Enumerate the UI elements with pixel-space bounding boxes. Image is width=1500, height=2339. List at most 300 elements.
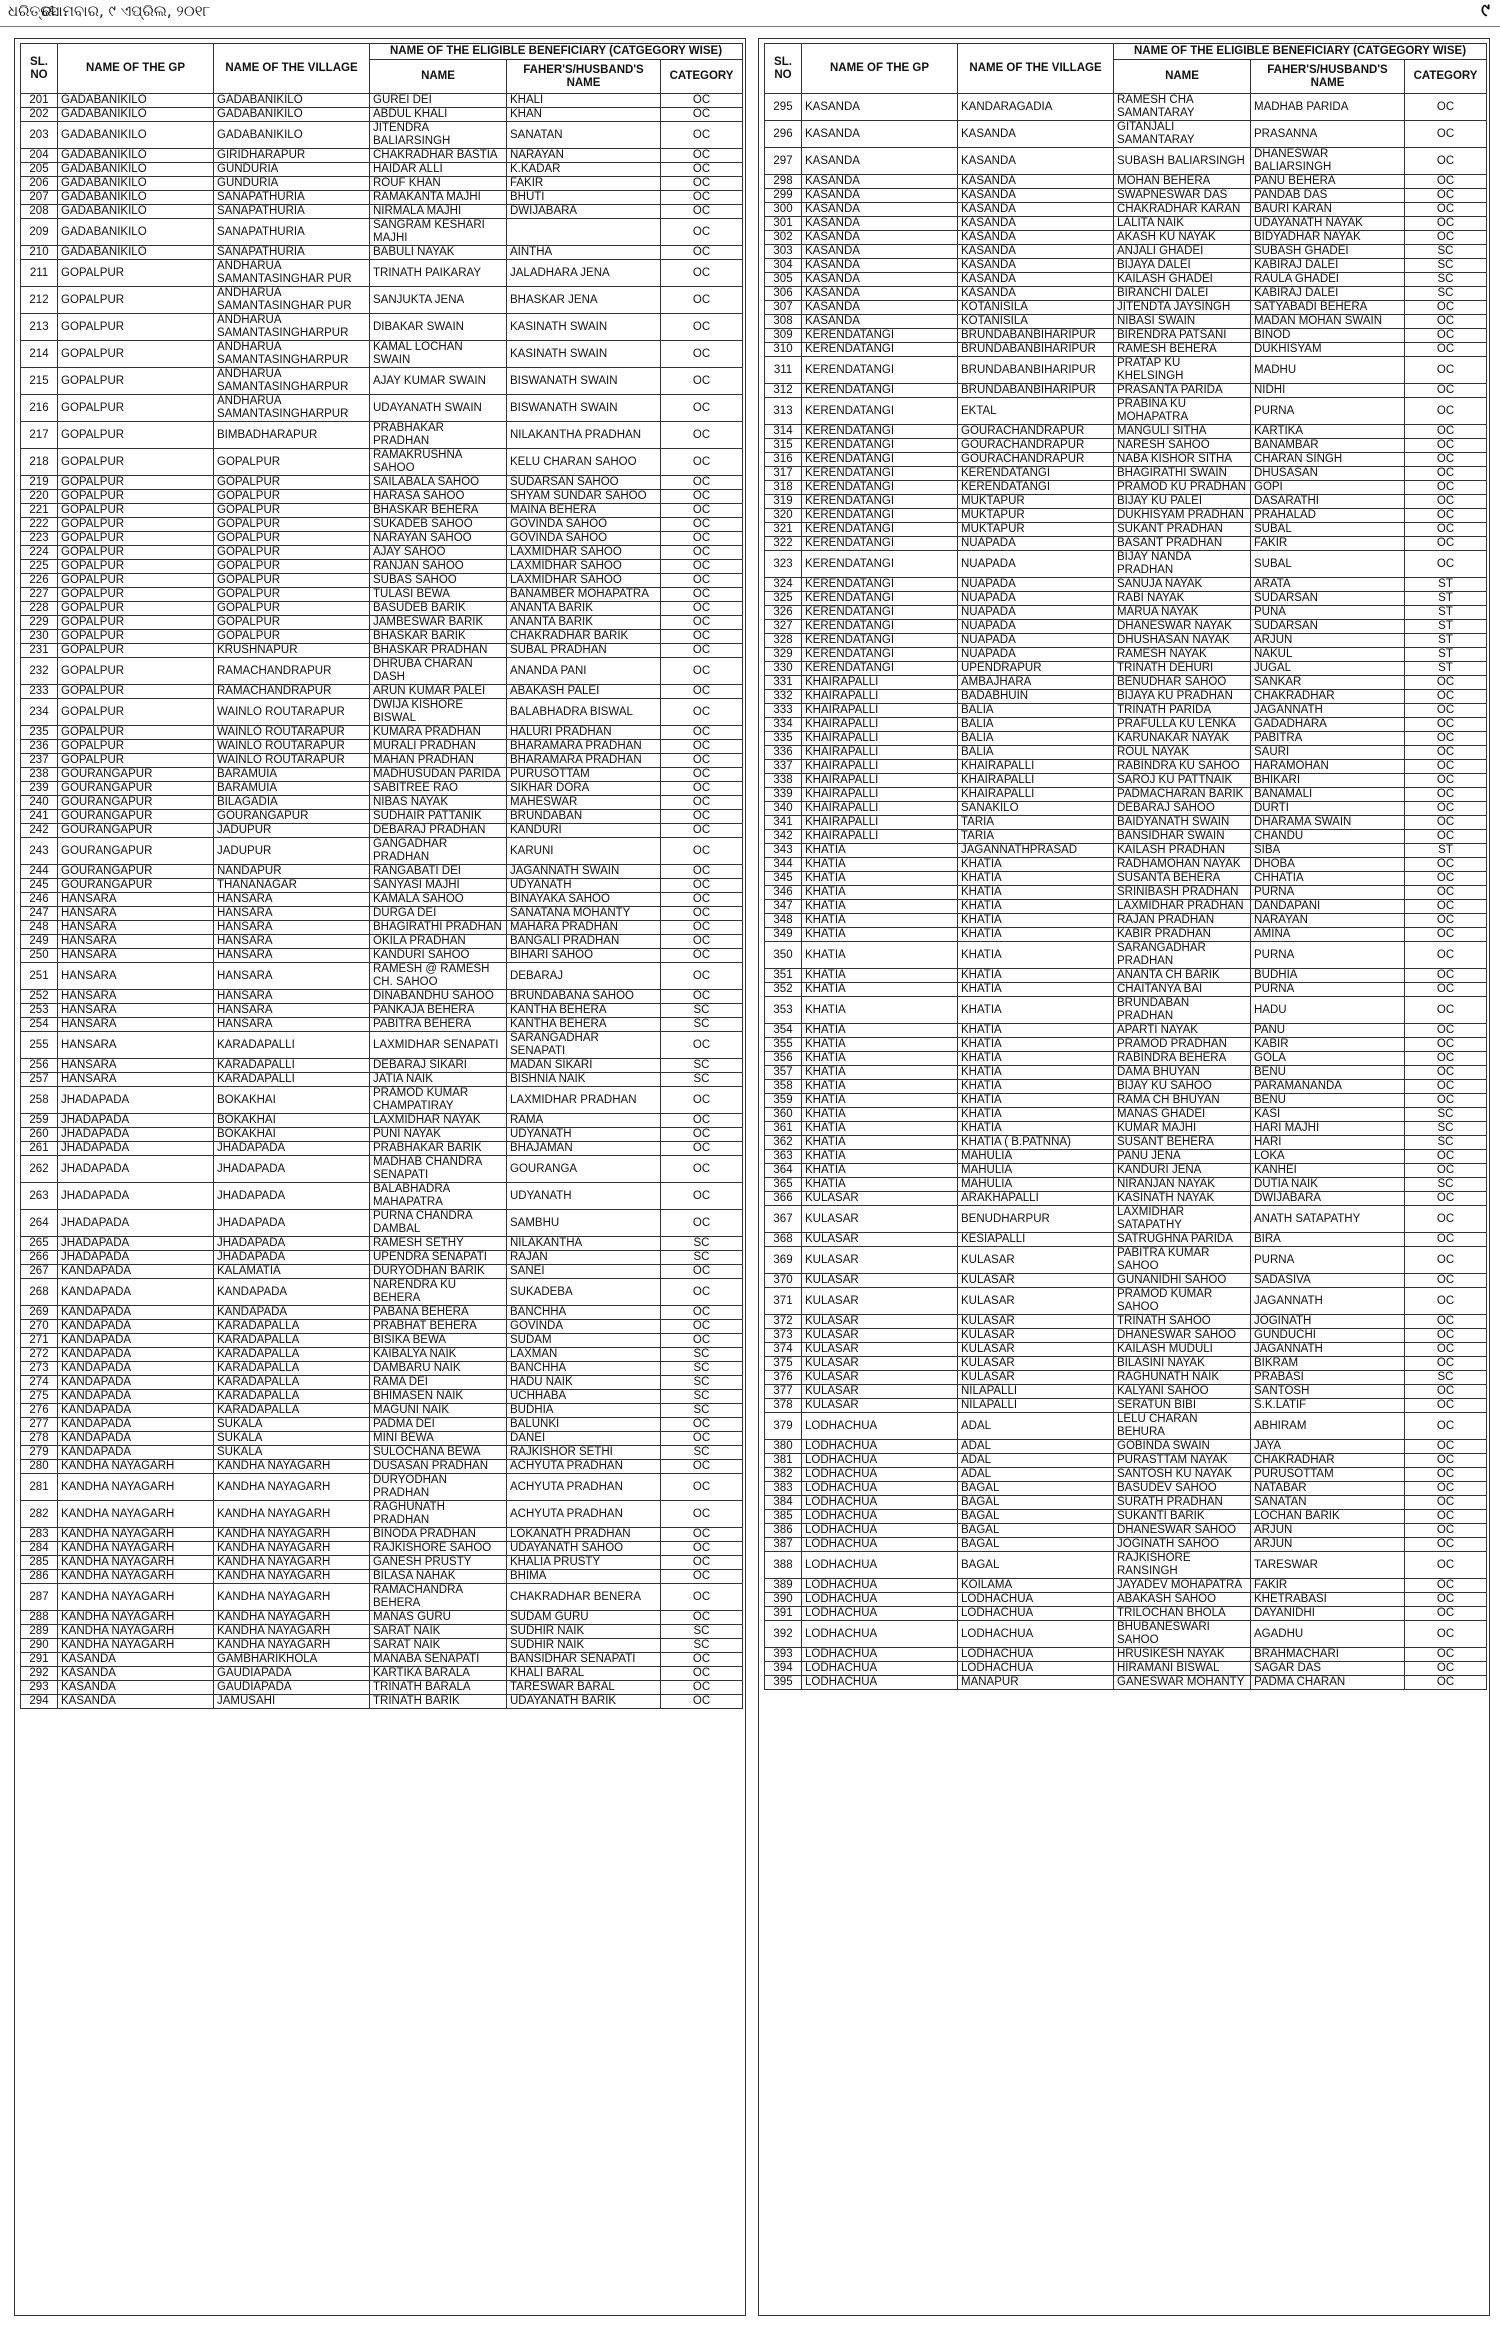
cell-father-name: SATYABADI BEHERA	[1251, 301, 1405, 315]
cell-category: OC	[1405, 1468, 1487, 1482]
cell-category: OC	[661, 449, 743, 476]
cell-beneficiary-name: SANGRAM KESHARI MAJHI	[370, 219, 507, 246]
cell-beneficiary-name: AJAY KUMAR SWAIN	[370, 368, 507, 395]
cell-category: OC	[1405, 1399, 1487, 1413]
cell-category: OC	[661, 796, 743, 810]
cell-category: OC	[1405, 1607, 1487, 1621]
cell-category: SC	[661, 1362, 743, 1376]
cell-category: OC	[1405, 537, 1487, 551]
cell-gp-name: KHAIRAPALLI	[802, 830, 958, 844]
cell-village-name: BOKAKHAI	[214, 1087, 370, 1114]
cell-category: OC	[661, 205, 743, 219]
cell-sl-no: 302	[765, 231, 802, 245]
cell-beneficiary-name: RAMESH SETHY	[370, 1237, 507, 1251]
cell-village-name: KULASAR	[958, 1371, 1114, 1385]
cell-village-name: KANDHA NAYAGARH	[214, 1460, 370, 1474]
cell-gp-name: HANSARA	[58, 990, 214, 1004]
cell-category: OC	[661, 560, 743, 574]
cell-father-name: JAGANNATH SWAIN	[507, 865, 661, 879]
cell-sl-no: 274	[21, 1376, 58, 1390]
cell-category: OC	[661, 630, 743, 644]
cell-beneficiary-name: LAXMIDHAR PRADHAN	[1114, 900, 1251, 914]
cell-beneficiary-name: RAMESH NAYAK	[1114, 648, 1251, 662]
cell-gp-name: KHATIA	[802, 1038, 958, 1052]
cell-beneficiary-name: GITANJALI SAMANTARAY	[1114, 121, 1251, 148]
cell-gp-name: KHATIA	[802, 997, 958, 1024]
cell-gp-name: KASANDA	[802, 259, 958, 273]
cell-sl-no: 380	[765, 1440, 802, 1454]
cell-category: OC	[661, 963, 743, 990]
cell-category: SC	[1405, 1178, 1487, 1192]
cell-beneficiary-name: KAMAL LOCHAN SWAIN	[370, 341, 507, 368]
table-row	[765, 301, 1487, 315]
cell-beneficiary-name: MAGUNI NAIK	[370, 1404, 507, 1418]
cell-category: OC	[1405, 509, 1487, 523]
header-village-name: NAME OF THE VILLAGE	[958, 44, 1114, 94]
cell-sl-no: 290	[21, 1639, 58, 1653]
cell-beneficiary-name: PRABINA KU MOHAPATRA	[1114, 398, 1251, 425]
cell-sl-no: 362	[765, 1136, 802, 1150]
table-row	[21, 1320, 743, 1334]
cell-father-name: ABAKASH PALEI	[507, 685, 661, 699]
cell-sl-no: 247	[21, 907, 58, 921]
cell-category: SC	[1405, 287, 1487, 301]
cell-village-name: GOPALPUR	[214, 574, 370, 588]
cell-sl-no: 282	[21, 1501, 58, 1528]
cell-gp-name: JHADAPADA	[58, 1142, 214, 1156]
cell-gp-name: KANDAPADA	[58, 1265, 214, 1279]
table-row	[21, 644, 743, 658]
cell-sl-no: 215	[21, 368, 58, 395]
cell-village-name: KARADAPALLA	[214, 1376, 370, 1390]
cell-father-name: ARJUN	[1251, 1538, 1405, 1552]
cell-sl-no: 269	[21, 1306, 58, 1320]
cell-sl-no: 235	[21, 726, 58, 740]
cell-category: OC	[1405, 1192, 1487, 1206]
cell-beneficiary-name: PABITRA BEHERA	[370, 1018, 507, 1032]
cell-sl-no: 275	[21, 1390, 58, 1404]
table-row	[765, 1510, 1487, 1524]
cell-village-name: JAMUSAHI	[214, 1695, 370, 1709]
cell-sl-no: 379	[765, 1413, 802, 1440]
cell-sl-no: 230	[21, 630, 58, 644]
cell-beneficiary-name: JATIA NAIK	[370, 1073, 507, 1087]
cell-beneficiary-name: DUSASAN PRADHAN	[370, 1460, 507, 1474]
table-row	[21, 1362, 743, 1376]
table-row	[21, 149, 743, 163]
cell-village-name: WAINLO ROUTARAPUR	[214, 740, 370, 754]
cell-father-name: BIHARI SAHOO	[507, 949, 661, 963]
cell-sl-no: 205	[21, 163, 58, 177]
cell-category: OC	[1405, 425, 1487, 439]
cell-gp-name: KERENDATANGI	[802, 620, 958, 634]
cell-sl-no: 260	[21, 1128, 58, 1142]
cell-category: SC	[661, 1446, 743, 1460]
cell-beneficiary-name: RAMAKRUSHNA SAHOO	[370, 449, 507, 476]
table-row	[21, 1667, 743, 1681]
cell-beneficiary-name: LALITA NAIK	[1114, 217, 1251, 231]
cell-gp-name: GADABANIKILO	[58, 246, 214, 260]
cell-village-name: EKTAL	[958, 398, 1114, 425]
table-row	[765, 453, 1487, 467]
cell-gp-name: GOPALPUR	[58, 518, 214, 532]
cell-category: OC	[1405, 1385, 1487, 1399]
cell-village-name: KULASAR	[958, 1247, 1114, 1274]
table-row	[21, 1432, 743, 1446]
cell-father-name: DANEI	[507, 1432, 661, 1446]
cell-village-name: KHATIA ( B.PATNNA)	[958, 1136, 1114, 1150]
cell-gp-name: KULASAR	[802, 1192, 958, 1206]
cell-village-name: ANDHARUA SAMANTASINGHAR PUR	[214, 287, 370, 314]
cell-category: OC	[661, 782, 743, 796]
table-row	[21, 754, 743, 768]
cell-sl-no: 360	[765, 1108, 802, 1122]
cell-sl-no: 202	[21, 108, 58, 122]
cell-category: OC	[1405, 1593, 1487, 1607]
cell-father-name: BENU	[1251, 1094, 1405, 1108]
cell-father-name: SIBA	[1251, 844, 1405, 858]
cell-beneficiary-name: MANAS GHADEI	[1114, 1108, 1251, 1122]
cell-father-name: SUBAL PRADHAN	[507, 644, 661, 658]
cell-sl-no: 248	[21, 921, 58, 935]
table-row	[21, 518, 743, 532]
cell-sl-no: 220	[21, 490, 58, 504]
cell-beneficiary-name: KABIR PRADHAN	[1114, 928, 1251, 942]
cell-beneficiary-name: BILASA NAHAK	[370, 1570, 507, 1584]
cell-sl-no: 289	[21, 1625, 58, 1639]
cell-category: OC	[1405, 942, 1487, 969]
cell-village-name: LODHACHUA	[958, 1607, 1114, 1621]
cell-sl-no: 317	[765, 467, 802, 481]
table-row	[765, 1094, 1487, 1108]
table-row	[21, 314, 743, 341]
cell-beneficiary-name: HRUSIKESH NAYAK	[1114, 1648, 1251, 1662]
cell-sl-no: 349	[765, 928, 802, 942]
table-row	[21, 740, 743, 754]
cell-gp-name: JHADAPADA	[58, 1087, 214, 1114]
cell-sl-no: 333	[765, 704, 802, 718]
cell-gp-name: GADABANIKILO	[58, 122, 214, 149]
cell-category: OC	[661, 602, 743, 616]
cell-gp-name: KANDAPADA	[58, 1376, 214, 1390]
cell-category: OC	[661, 588, 743, 602]
cell-category: OC	[1405, 718, 1487, 732]
cell-beneficiary-name: SUBASH BALIARSINGH	[1114, 148, 1251, 175]
cell-village-name: BRUNDABANBIHARIPUR	[958, 357, 1114, 384]
table-row	[21, 1570, 743, 1584]
cell-father-name: DEBARAJ	[507, 963, 661, 990]
cell-sl-no: 273	[21, 1362, 58, 1376]
cell-father-name: BALUNKI	[507, 1418, 661, 1432]
cell-beneficiary-name: NARESH SAHOO	[1114, 439, 1251, 453]
cell-gp-name: KANDAPADA	[58, 1362, 214, 1376]
cell-father-name: JAYA	[1251, 1440, 1405, 1454]
cell-category: OC	[661, 1156, 743, 1183]
cell-beneficiary-name: RAGHUNATH PRADHAN	[370, 1501, 507, 1528]
cell-category: OC	[661, 1556, 743, 1570]
cell-sl-no: 229	[21, 616, 58, 630]
cell-gp-name: LODHACHUA	[802, 1454, 958, 1468]
table-row	[765, 1150, 1487, 1164]
cell-father-name: PRASANNA	[1251, 121, 1405, 148]
table-row	[21, 1251, 743, 1265]
cell-village-name: BRUNDABANBIHARIPUR	[958, 384, 1114, 398]
cell-beneficiary-name: DHANESWAR SAHOO	[1114, 1524, 1251, 1538]
header-rule	[0, 26, 1500, 27]
cell-gp-name: KHATIA	[802, 914, 958, 928]
cell-gp-name: KHATIA	[802, 1164, 958, 1178]
table-row	[21, 935, 743, 949]
cell-father-name: GADADHARA	[1251, 718, 1405, 732]
cell-category: SC	[1405, 245, 1487, 259]
cell-gp-name: KASANDA	[802, 148, 958, 175]
cell-category: OC	[1405, 329, 1487, 343]
cell-sl-no: 304	[765, 259, 802, 273]
cell-sl-no: 206	[21, 177, 58, 191]
cell-beneficiary-name: ANANTA CH BARIK	[1114, 969, 1251, 983]
cell-gp-name: KHAIRAPALLI	[802, 732, 958, 746]
cell-gp-name: GADABANIKILO	[58, 94, 214, 108]
cell-father-name: SANTOSH	[1251, 1385, 1405, 1399]
table-row	[765, 1524, 1487, 1538]
cell-village-name: JADUPUR	[214, 838, 370, 865]
cell-beneficiary-name: RAMESH BEHERA	[1114, 343, 1251, 357]
cell-category: OC	[1405, 1413, 1487, 1440]
table-row	[21, 1032, 743, 1059]
cell-father-name: PURNA	[1251, 886, 1405, 900]
cell-gp-name: LODHACHUA	[802, 1607, 958, 1621]
cell-gp-name: JHADAPADA	[58, 1156, 214, 1183]
cell-beneficiary-name: BHUBANESWARI SAHOO	[1114, 1621, 1251, 1648]
cell-village-name: BAGAL	[958, 1538, 1114, 1552]
cell-beneficiary-name: UDAYANATH SWAIN	[370, 395, 507, 422]
cell-sl-no: 390	[765, 1593, 802, 1607]
cell-sl-no: 245	[21, 879, 58, 893]
cell-gp-name: KERENDATANGI	[802, 425, 958, 439]
beneficiary-table-right	[764, 43, 1487, 1690]
cell-category: OC	[661, 1334, 743, 1348]
cell-father-name: LOKANATH PRADHAN	[507, 1528, 661, 1542]
cell-gp-name: JHADAPADA	[58, 1128, 214, 1142]
cell-sl-no: 350	[765, 942, 802, 969]
table-row	[765, 1399, 1487, 1413]
cell-father-name: FAKIR	[1251, 537, 1405, 551]
table-row	[765, 1066, 1487, 1080]
cell-beneficiary-name: DEBARAJ SAHOO	[1114, 802, 1251, 816]
cell-beneficiary-name: LAXMIDHAR SENAPATI	[370, 1032, 507, 1059]
cell-gp-name: LODHACHUA	[802, 1552, 958, 1579]
cell-gp-name: GADABANIKILO	[58, 205, 214, 219]
page-header	[0, 0, 1500, 22]
cell-category: SC	[661, 1018, 743, 1032]
cell-father-name: BANAMBAR	[1251, 439, 1405, 453]
cell-sl-no: 294	[21, 1695, 58, 1709]
cell-beneficiary-name: PANU JENA	[1114, 1150, 1251, 1164]
cell-father-name: UDAYANATH SAHOO	[507, 1542, 661, 1556]
cell-sl-no: 284	[21, 1542, 58, 1556]
cell-sl-no: 388	[765, 1552, 802, 1579]
cell-gp-name: HANSARA	[58, 893, 214, 907]
beneficiary-table-left	[20, 43, 743, 1709]
cell-village-name: SUKALA	[214, 1432, 370, 1446]
cell-category: OC	[661, 1087, 743, 1114]
cell-father-name: UDAYANATH BARIK	[507, 1695, 661, 1709]
cell-gp-name: KASANDA	[802, 189, 958, 203]
cell-category: OC	[1405, 467, 1487, 481]
cell-category: OC	[661, 191, 743, 205]
cell-father-name: CHHATIA	[1251, 872, 1405, 886]
cell-beneficiary-name: BHASKAR BEHERA	[370, 504, 507, 518]
cell-sl-no: 244	[21, 865, 58, 879]
cell-beneficiary-name: SURATH PRADHAN	[1114, 1496, 1251, 1510]
cell-beneficiary-name: PRABHAKAR BARIK	[370, 1142, 507, 1156]
cell-gp-name: GOPALPUR	[58, 546, 214, 560]
cell-sl-no: 219	[21, 476, 58, 490]
cell-gp-name: KANDHA NAYAGARH	[58, 1584, 214, 1611]
cell-beneficiary-name: CHAKRADHAR KARAN	[1114, 203, 1251, 217]
cell-gp-name: KHATIA	[802, 1178, 958, 1192]
cell-category: OC	[1405, 830, 1487, 844]
cell-father-name: PADMA CHARAN	[1251, 1676, 1405, 1690]
table-row	[765, 830, 1487, 844]
table-row	[765, 900, 1487, 914]
cell-village-name: KARADAPALLI	[214, 1059, 370, 1073]
cell-sl-no: 203	[21, 122, 58, 149]
cell-gp-name: GOPALPUR	[58, 630, 214, 644]
cell-gp-name: KHATIA	[802, 900, 958, 914]
table-row	[21, 838, 743, 865]
cell-beneficiary-name: GANESH PRUSTY	[370, 1556, 507, 1570]
cell-village-name: HANSARA	[214, 963, 370, 990]
cell-category: OC	[1405, 231, 1487, 245]
cell-gp-name: HANSARA	[58, 949, 214, 963]
cell-sl-no: 293	[21, 1681, 58, 1695]
cell-beneficiary-name: NARAYAN SAHOO	[370, 532, 507, 546]
cell-father-name: JAGANNATH	[1251, 1288, 1405, 1315]
cell-sl-no: 239	[21, 782, 58, 796]
cell-gp-name: GOPALPUR	[58, 658, 214, 685]
cell-sl-no: 355	[765, 1038, 802, 1052]
cell-sl-no: 252	[21, 990, 58, 1004]
table-row	[765, 551, 1487, 578]
cell-village-name: BALIA	[958, 718, 1114, 732]
cell-category: SC	[661, 1251, 743, 1265]
cell-sl-no: 231	[21, 644, 58, 658]
table-row	[765, 914, 1487, 928]
cell-beneficiary-name: BINODA PRADHAN	[370, 1528, 507, 1542]
cell-father-name: MADHAB PARIDA	[1251, 94, 1405, 121]
cell-beneficiary-name: RAMA CH BHUYAN	[1114, 1094, 1251, 1108]
cell-village-name: KHAIRAPALLI	[958, 760, 1114, 774]
cell-village-name: TARIA	[958, 830, 1114, 844]
table-row	[21, 1004, 743, 1018]
cell-beneficiary-name: MINI BEWA	[370, 1432, 507, 1446]
cell-sl-no: 374	[765, 1343, 802, 1357]
cell-father-name: UCHHABA	[507, 1390, 661, 1404]
cell-father-name: ANANTA BARIK	[507, 616, 661, 630]
cell-sl-no: 391	[765, 1607, 802, 1621]
cell-beneficiary-name: KAILASH PRADHAN	[1114, 844, 1251, 858]
cell-village-name: KOTANISILA	[958, 315, 1114, 329]
cell-father-name: KHETRABASI	[1251, 1593, 1405, 1607]
cell-sl-no: 201	[21, 94, 58, 108]
cell-village-name: KULASAR	[958, 1357, 1114, 1371]
cell-village-name: MAHULIA	[958, 1150, 1114, 1164]
cell-beneficiary-name: DIBAKAR SWAIN	[370, 314, 507, 341]
cell-gp-name: KHAIRAPALLI	[802, 816, 958, 830]
cell-father-name: BHIKARI	[1251, 774, 1405, 788]
cell-beneficiary-name: NARENDRA KU BEHERA	[370, 1279, 507, 1306]
table-row	[765, 1538, 1487, 1552]
cell-beneficiary-name: JAMBESWAR BARIK	[370, 616, 507, 630]
cell-beneficiary-name: SAILABALA SAHOO	[370, 476, 507, 490]
cell-beneficiary-name: PRAMOD KUMAR CHAMPATIRAY	[370, 1087, 507, 1114]
cell-beneficiary-name: MADHUSUDAN PARIDA	[370, 768, 507, 782]
cell-gp-name: JHADAPADA	[58, 1237, 214, 1251]
cell-beneficiary-name: ARUN KUMAR PALEI	[370, 685, 507, 699]
cell-gp-name: KERENDATANGI	[802, 467, 958, 481]
cell-father-name: BINOD	[1251, 329, 1405, 343]
cell-village-name: KULASAR	[958, 1288, 1114, 1315]
table-row	[765, 1468, 1487, 1482]
cell-village-name: NANDAPUR	[214, 865, 370, 879]
cell-gp-name: KULASAR	[802, 1288, 958, 1315]
cell-father-name: DUKHISYAM	[1251, 343, 1405, 357]
cell-father-name: BRUNDABAN	[507, 810, 661, 824]
cell-sl-no: 258	[21, 1087, 58, 1114]
table-row	[21, 205, 743, 219]
table-row	[21, 658, 743, 685]
cell-village-name: KANDHA NAYAGARH	[214, 1639, 370, 1653]
cell-village-name: KANDAPADA	[214, 1306, 370, 1320]
cell-sl-no: 308	[765, 315, 802, 329]
cell-gp-name: LODHACHUA	[802, 1621, 958, 1648]
cell-category: OC	[1405, 481, 1487, 495]
table-row	[21, 476, 743, 490]
table-row	[21, 990, 743, 1004]
cell-category: OC	[661, 546, 743, 560]
cell-category: OC	[661, 1183, 743, 1210]
cell-father-name: LOCHAN BARIK	[1251, 1510, 1405, 1524]
cell-beneficiary-name: RABINDRA KU SAHOO	[1114, 760, 1251, 774]
table-row	[765, 1122, 1487, 1136]
cell-father-name: GOPI	[1251, 481, 1405, 495]
cell-sl-no: 311	[765, 357, 802, 384]
cell-gp-name: KERENDATANGI	[802, 592, 958, 606]
cell-village-name: KESIAPALLI	[958, 1233, 1114, 1247]
cell-gp-name: GOURANGAPUR	[58, 810, 214, 824]
table-row	[21, 1059, 743, 1073]
cell-gp-name: KASANDA	[802, 94, 958, 121]
cell-beneficiary-name: BHASKAR BARIK	[370, 630, 507, 644]
cell-sl-no: 372	[765, 1315, 802, 1329]
cell-father-name: JUGAL	[1251, 662, 1405, 676]
cell-category: OC	[661, 395, 743, 422]
cell-beneficiary-name: TRINATH PAIKARAY	[370, 260, 507, 287]
table-row	[21, 1639, 743, 1653]
cell-beneficiary-name: SUBAS SAHOO	[370, 574, 507, 588]
cell-gp-name: GOPALPUR	[58, 644, 214, 658]
cell-father-name: BALABHADRA BISWAL	[507, 699, 661, 726]
cell-village-name: JAGANNATHPRASAD	[958, 844, 1114, 858]
cell-category: OC	[661, 1570, 743, 1584]
cell-village-name: TARIA	[958, 816, 1114, 830]
table-row	[765, 1206, 1487, 1233]
cell-beneficiary-name: KASINATH NAYAK	[1114, 1192, 1251, 1206]
cell-category: OC	[1405, 704, 1487, 718]
cell-sl-no: 318	[765, 481, 802, 495]
cell-gp-name: KERENDATANGI	[802, 551, 958, 578]
